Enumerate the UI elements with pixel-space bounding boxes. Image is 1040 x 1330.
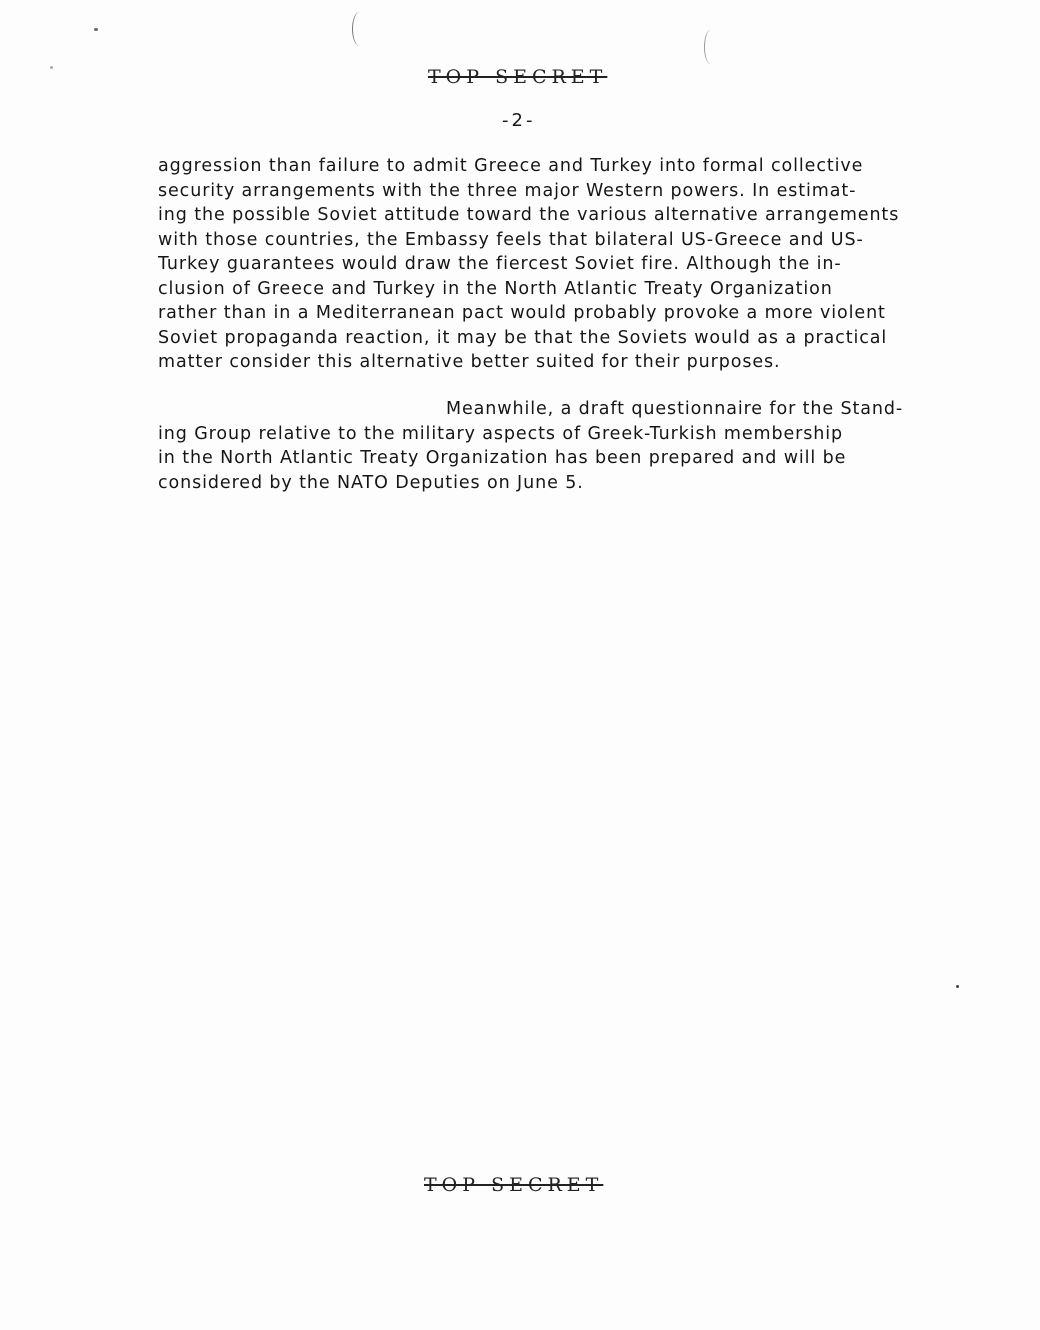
text-line: security arrangements with the three major Western powers. In estimat- bbox=[158, 180, 857, 201]
text-line: clusion of Greece and Turkey in the North Atlantic Treaty Organization bbox=[158, 278, 833, 299]
scan-speck bbox=[50, 66, 53, 69]
header-classification-stamp: TOP SECRET bbox=[428, 66, 608, 88]
text-line: Meanwhile, a draft questionnaire for the Stand- bbox=[446, 399, 904, 419]
text-line: rather than in a Mediterranean pact would probably provoke a more violent bbox=[158, 303, 886, 323]
paragraph-1 bbox=[158, 154, 988, 375]
text-line: Soviet propaganda reaction, it may be that the Soviets would as a practical bbox=[158, 327, 888, 348]
page-number: -2- bbox=[502, 110, 536, 131]
text-line: considered by the NATO Deputies on June 5. bbox=[158, 472, 584, 493]
pencil-mark bbox=[704, 30, 717, 64]
footer-classification-stamp: TOP SECRET bbox=[424, 1174, 604, 1196]
text-line: matter consider this alternative better suited for their purposes. bbox=[158, 352, 781, 372]
text-line: ing the possible Soviet attitude toward the various alternative arrangements bbox=[158, 205, 900, 225]
scan-speck bbox=[94, 28, 98, 31]
pencil-mark bbox=[352, 12, 367, 46]
text-line: ing Group relative to the military aspects of Greek-Turkish membership bbox=[158, 423, 844, 444]
text-line: aggression than failure to admit Greece and Turkey into formal collective bbox=[158, 156, 864, 176]
text-line: in the North Atlantic Treaty Organization has been prepared and will be bbox=[158, 448, 847, 468]
text-line: Turkey guarantees would draw the fiercest Soviet fire. Although the in- bbox=[158, 254, 842, 274]
text-line: with those countries, the Embassy feels that bilateral US-Greece and US- bbox=[158, 229, 864, 250]
scan-speck bbox=[956, 985, 959, 988]
paragraph-2 bbox=[158, 397, 988, 495]
